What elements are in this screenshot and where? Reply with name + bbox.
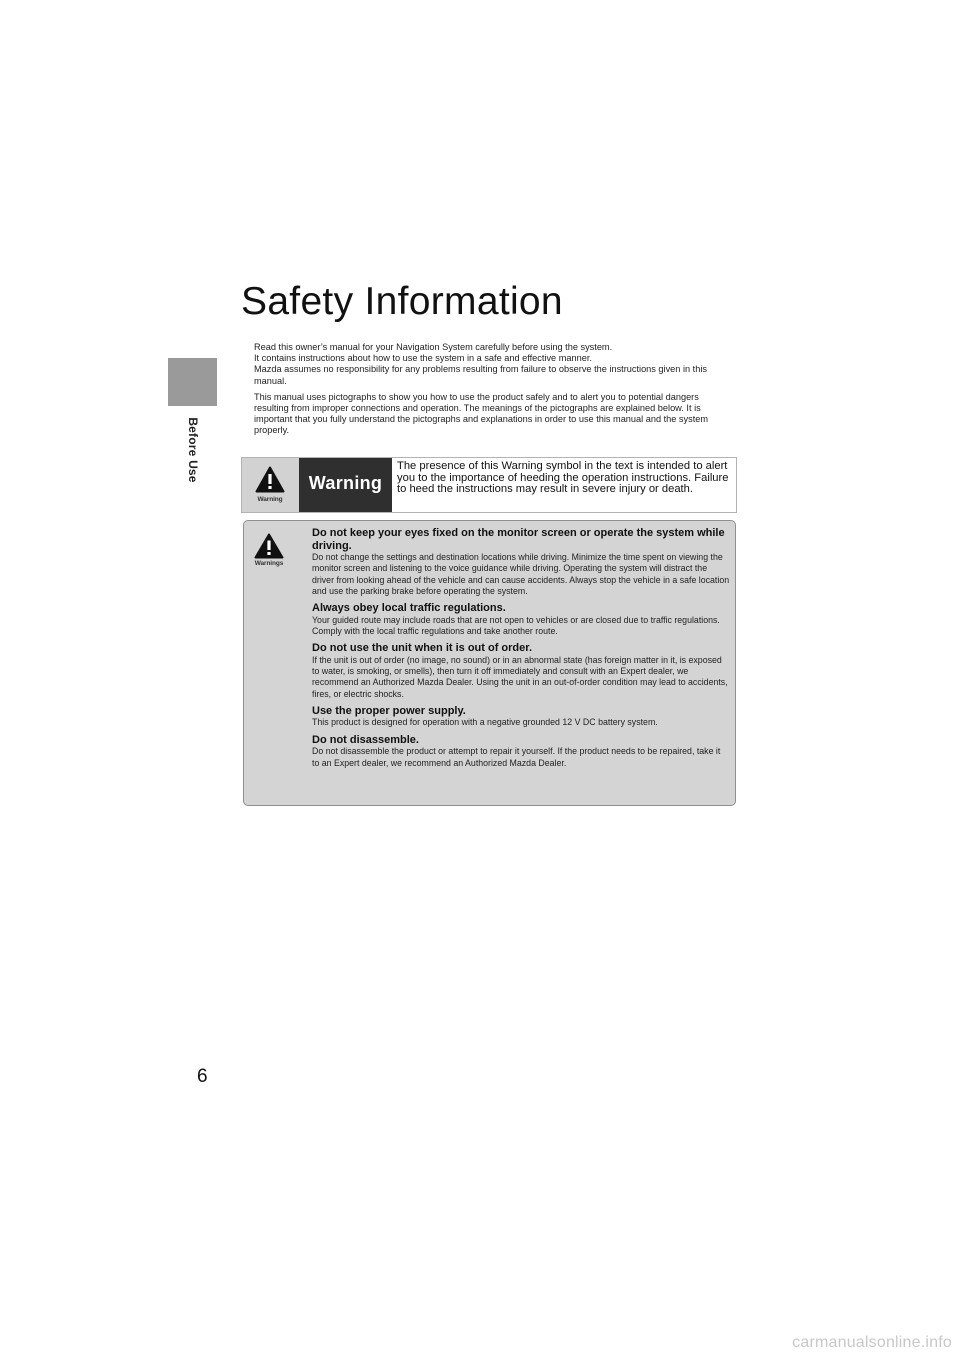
warning-body: Your guided route may include roads that are not open to vehicles or are closed due to traffic regulations. Comply with the local traffic regulations and take another route.: [312, 614, 720, 636]
warnings-box: [243, 520, 736, 806]
warning-legend: [241, 457, 737, 513]
warning-triangle-icon: [255, 466, 285, 493]
warning-item: [312, 527, 730, 597]
legend-icon-caption: Warning: [257, 496, 283, 503]
warning-body: This product is designed for operation with a negative grounded 12 V DC battery system.: [312, 717, 658, 728]
intro-paragraph-1: Read this owner’s manual for your Navigation System carefully before using the system. It contains instructions about how to use the system in a safe and effective manner. Mazda assumes no responsibility for any problems resulting from failure to observe the instructions given in this manual.: [254, 342, 707, 386]
section-tab-marker: [168, 358, 217, 406]
warning-triangle-icon: [254, 533, 284, 559]
watermark: carmanualsonline.info: [792, 1334, 952, 1351]
warning-item: [312, 734, 730, 769]
page-title: Safety Information: [241, 280, 563, 323]
legend-icon-cell: [242, 458, 299, 512]
warning-heading: Use the proper power supply.: [312, 704, 466, 717]
warning-item: [312, 602, 730, 637]
intro-text: [254, 342, 734, 437]
section-tab-text: Before Use: [186, 417, 200, 483]
warning-heading: Do not keep your eyes fixed on the monitor screen or operate the system while driving.: [312, 527, 725, 552]
warning-heading: Always obey local traffic regulations.: [312, 602, 506, 615]
page-number: 6: [197, 1066, 208, 1087]
warning-item: [312, 705, 730, 729]
warnings-icon-caption: Warnings: [254, 560, 284, 567]
intro-paragraph-2: This manual uses pictographs to show you how to use the product safely and to alert you to potential dangers resulting from improper connections and operation. The meanings of the pictographs are explained below. It is important that you fully understand the pictographs and explanations in order to use this manual and the system properly.: [254, 391, 709, 436]
legend-label-cell: [299, 458, 392, 512]
legend-label: Warning: [308, 473, 383, 493]
warnings-list: [312, 527, 730, 769]
warning-heading: Do not disassemble.: [312, 733, 419, 746]
warning-body: Do not change the settings and destination locations while driving. Minimize the time spent on viewing the monitor screen and listening to the voice guidance while driving. Operating the system will distract the driver from looking ahead of the vehicle and can cause accidents. Always stop the vehicle in a safe location and use the parking brake before operating the system.: [312, 552, 730, 596]
warning-body: Do not disassemble the product or attempt to repair it yourself. If the product needs to be repaired, take it to an Expert dealer, we recommend an Authorized Mazda Dealer.: [312, 746, 721, 768]
warning-body: If the unit is out of order (no image, no sound) or in an abnormal state (has foreign matter in it, is exposed to water, is smoking, or smells), then turn it off immediately and consult with an Expert dealer, we recommend an Authorized Mazda Dealer. Using the unit in an out-of-order condition may lead to accidents, fires, or electric shocks.: [312, 654, 728, 699]
warning-heading: Do not use the unit when it is out of order.: [312, 642, 532, 655]
warning-item: [312, 642, 730, 700]
section-tab-label: [175, 410, 211, 490]
legend-description: The presence of this Warning symbol in the text is intended to alert you to the importance of heeding the operation instructions. Failure to heed the instructions may result in severe injury or death.: [397, 460, 729, 496]
